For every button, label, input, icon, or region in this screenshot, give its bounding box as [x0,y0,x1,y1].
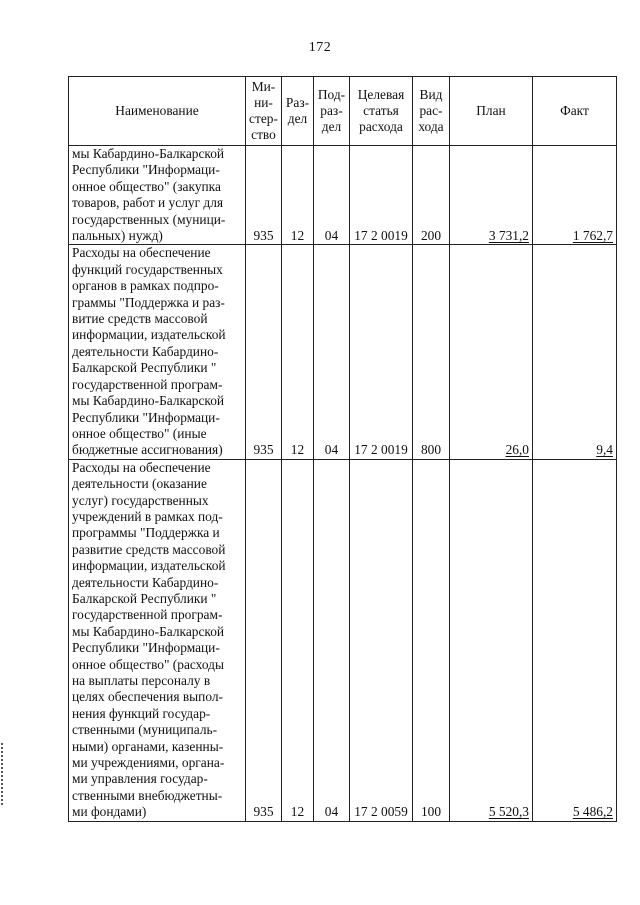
row-name-line: государственной програм- [72,376,223,392]
row-name-line: Республики "Информаци- [72,162,220,178]
table-row [69,245,617,459]
budget-table [68,76,617,822]
row-name-line: мы Кабардино-Балкарской [72,393,225,409]
page-number: 172 [308,40,332,55]
row-name-line: услуг) государственных [72,492,209,508]
margin-mark [1,743,6,805]
header-name: Наименование [69,77,246,146]
row-name-line: товаров, работ и услуг для [72,195,224,211]
row-name-line: государственных (муници- [72,211,226,227]
row-name [69,459,246,821]
row-name-line: программы "Поддержка и [72,525,220,541]
row-name-line: функций государственных [72,261,223,277]
row-ministry: 935 [246,146,282,245]
row-kind: 200 [413,146,450,245]
row-name [69,245,246,459]
row-name-line: Республики "Информаци- [72,640,220,656]
row-fact: 9,4 [533,245,617,459]
row-name-line: витие средств массовой [72,311,208,327]
row-name-line: Балкарской Республики " [72,590,217,606]
header-row [69,77,617,146]
row-subsection: 04 [314,146,350,245]
row-ministry: 935 [246,245,282,459]
header-ministry: Ми- ни- стер- ство [246,77,282,146]
row-name-line: учреждений в рамках под- [72,508,223,524]
header-plan: План [450,77,533,146]
row-section: 12 [282,459,314,821]
row-plan: 26,0 [450,245,533,459]
row-name-line: органов в рамках подпро- [72,278,219,294]
row-section: 12 [282,245,314,459]
row-name-line: развитие средств массовой [72,541,226,557]
row-name-line: информации, издательской [72,558,226,574]
row-name-line: деятельности (оказание [72,476,207,492]
row-target: 17 2 0059 [350,459,413,821]
row-subsection: 04 [314,459,350,821]
row-subsection: 04 [314,245,350,459]
row-name-line: бюджетные ассигнования) [72,442,223,458]
row-name-line: информации, издательской [72,327,226,343]
row-name-line: целях обеспечения выпол- [72,689,223,705]
header-section: Раз- дел [282,77,314,146]
row-target: 17 2 0019 [350,146,413,245]
row-name-line: мы Кабардино-Балкарской [72,623,225,639]
row-name-line: ственными внебюджетны- [72,787,223,803]
row-name-line: онное общество" (расходы [72,656,224,672]
row-name-line: граммы "Поддержка и раз- [72,294,225,310]
row-name-line: пальных) нужд) [72,228,163,244]
row-fact: 5 486,2 [533,459,617,821]
table-row [69,459,617,821]
row-name [69,146,246,245]
row-kind: 100 [413,459,450,821]
row-name-line: мы Кабардино-Балкарской [72,146,225,161]
row-plan: 5 520,3 [450,459,533,821]
row-name-line: ми управления государ- [72,771,208,787]
row-target: 17 2 0019 [350,245,413,459]
row-name-line: ми учреждениями, органа- [72,755,225,771]
row-name-line: деятельности Кабардино- [72,343,219,359]
row-name-line: Расходы на обеспечение [72,459,211,475]
header-target: Целевая статья расхода [350,77,413,146]
row-fact: 1 762,7 [533,146,617,245]
row-name-line: нения функций государ- [72,705,211,721]
row-name-line: Балкарской Республики " [72,360,217,376]
row-name-line: ными) органами, казенны- [72,738,224,754]
row-name-line: ми фондами) [72,804,147,820]
row-name-line: онное общество" (закупка [72,178,221,194]
row-ministry: 935 [246,459,282,821]
row-name-line: на выплаты персоналу в [72,673,211,688]
row-section: 12 [282,146,314,245]
header-subsection: Под- раз- дел [314,77,350,146]
header-kind: Вид рас- хода [413,77,450,146]
row-name-line: государственной програм- [72,607,223,623]
row-name-line: ственными (муниципаль- [72,722,218,738]
row-kind: 800 [413,245,450,459]
header-fact: Факт [533,77,617,146]
row-name-line: Расходы на обеспечение [72,245,211,261]
row-name-line: Республики "Информаци- [72,409,220,425]
row-plan: 3 731,2 [450,146,533,245]
row-name-line: онное общество" (иные [72,425,207,441]
table-row [69,146,617,245]
row-name-line: деятельности Кабардино- [72,574,219,590]
